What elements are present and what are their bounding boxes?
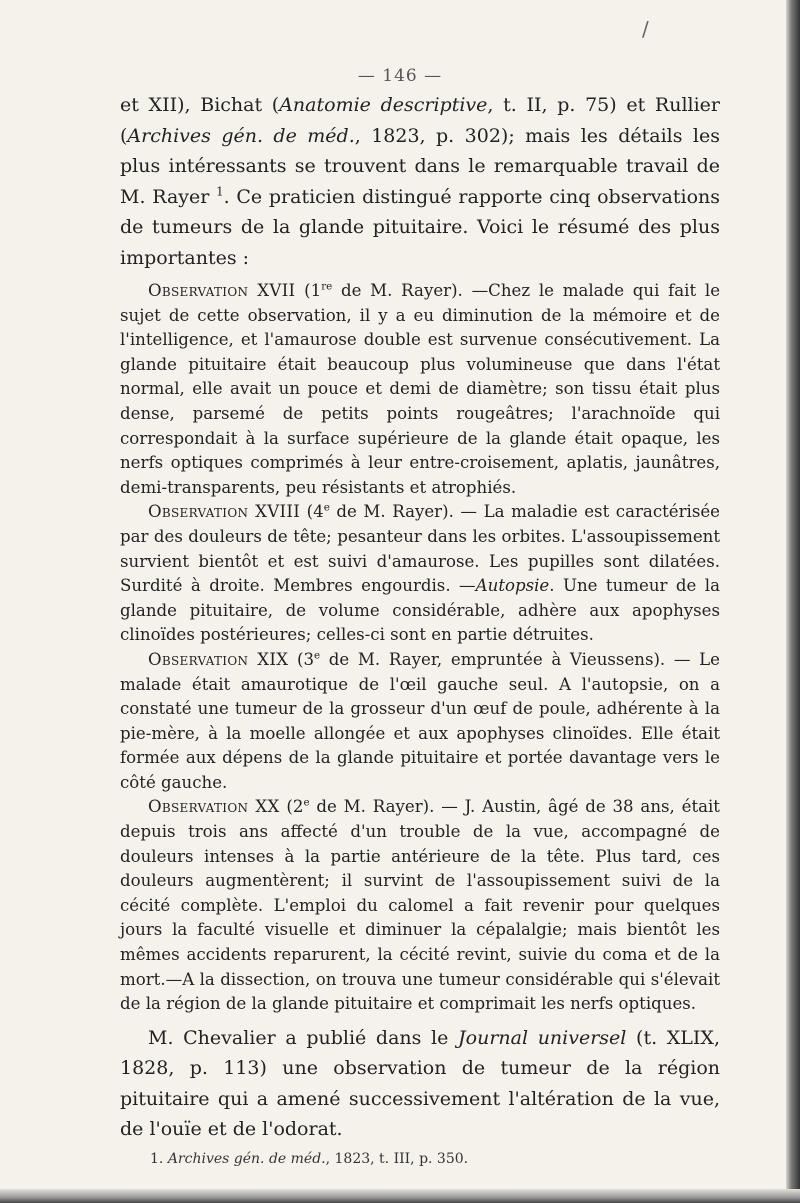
footnote-number: 1.	[150, 1150, 164, 1167]
observation-heading: Observation XVII	[148, 281, 296, 300]
intro-text: et XII), Bichat (	[120, 94, 280, 116]
footnote-citation: Archives gén. de méd.	[167, 1150, 326, 1167]
page-bottom-edge	[0, 1189, 800, 1203]
footnote-text: , 1823, t. III, p. 350.	[325, 1150, 469, 1167]
observation-text: de M. Rayer, empruntée à Vieussens). — Le malade était amaurotique de l'œil gauche seul. A l'autopsie, on a constaté une tumeur de la grosseur d'un œuf de poule, adhérente à la pie-mère, à la moelle allongée et aux apophyses clinoïdes. Elle était formée aux dépens de la glande pituitaire et portée davantage vers le côté gauche.	[120, 649, 720, 792]
observation-heading: Observation XVIII	[148, 502, 301, 522]
text-body	[120, 90, 720, 1169]
observation-heading: Observation XIX	[148, 649, 289, 669]
observation-20	[120, 795, 720, 1016]
page-edge-shadow	[786, 0, 800, 1203]
ordinal-superscript: e	[303, 796, 310, 809]
intro-paragraph	[120, 90, 720, 273]
page-number: — 146 —	[357, 66, 443, 86]
journal-title: Journal universel	[458, 1026, 627, 1049]
observation-18	[120, 500, 720, 648]
observation-17	[120, 279, 720, 500]
corner-mark: /	[642, 17, 649, 41]
observation-text: (4	[300, 502, 324, 522]
observation-text: de M. Rayer). — J. Austin, âgé de 38 ans, était depuis trois ans affecté d'un trouble de la vue, accompagné de douleurs intenses à la partie antérieure de la tête. Plus tard, ces douleurs augmentèrent; il survint de l'assoupissement suivi de la cécité complète. L'emploi du calomel a fait revenir pour quelques jours la faculté visuelle et diminuer la cépalalgie; mais bientôt les mêmes accidents reparurent, la cécité revint, suivie du coma et de la mort.—A la dissection, on trouva une tumeur considérable qui s'élevait de la région de la glande pituitaire et comprimait les nerfs optiques.	[120, 797, 720, 1014]
autopsy-label: Autopsie	[475, 576, 550, 596]
intro-text: , t. II, p. 75) et Rullier (	[120, 94, 720, 147]
closing-text: M. Chevalier a publié dans le	[148, 1026, 459, 1049]
ordinal-superscript: re	[321, 280, 333, 293]
intro-text: , 1823, p. 302); mais les détails les plus intéressants se trouvent dans le remarquable travail de M. Rayer	[120, 124, 720, 208]
footnote	[120, 1149, 720, 1169]
observation-text: . Une tumeur de la glande pituitaire, de volume considérable, adhère aux apophyses clinoïdes postérieures; celles-ci sont en partie détruites.	[120, 576, 720, 645]
intro-citation-2: Archives gén. de méd.	[127, 124, 355, 147]
ordinal-superscript: e	[323, 501, 330, 514]
ordinal-superscript: e	[314, 649, 321, 662]
observation-19	[120, 648, 720, 796]
intro-citation-1: Anatomie descriptive	[279, 94, 488, 116]
closing-paragraph	[120, 1023, 720, 1145]
observation-text: (3	[288, 649, 315, 669]
intro-text: . Ce praticien distingué rapporte cinq observations de tumeurs de la glande pituitaire. Voici le résumé des plus importantes :	[120, 185, 720, 269]
observation-text: de M. Rayer). —Chez le malade qui fait le sujet de cette observation, il y a eu diminution de la mémoire et de l'intelligence, et l'amaurose double est survenue consécutivement. La glande pituitaire était beaucoup plus volumineuse que dans l'état normal, elle avait un pouce et demi de diamètre; son tissu était plus dense, parsemé de petits points rougeâtres; l'arachnoïde qui correspondait à la surface supérieure de la glande était opaque, les nerfs optiques comprimés à leur entre-croisement, aplatis, jaunâtres, demi-transparents, peu résistants et atrophiés.	[120, 281, 721, 497]
footnote-reference: 1	[216, 184, 224, 199]
observation-text: (2	[279, 797, 304, 817]
observation-heading: Observation XX	[148, 797, 280, 817]
observation-text: de M. Rayer). — La maladie est caractérisée par des douleurs de tête; pesanteur dans les orbites. L'assoupissement survient bientôt et est suivi d'amaurose. Les pupilles sont dilatées. Surdité à droite. Membres engourdis. —	[120, 502, 720, 596]
closing-text: (t. XLIX, 1828, p. 113) une observation de tumeur de la région pituitaire qui a amené successivement l'altération de la vue, de l'ouïe et de l'odorat.	[120, 1026, 720, 1141]
observation-text: (1	[295, 281, 322, 300]
